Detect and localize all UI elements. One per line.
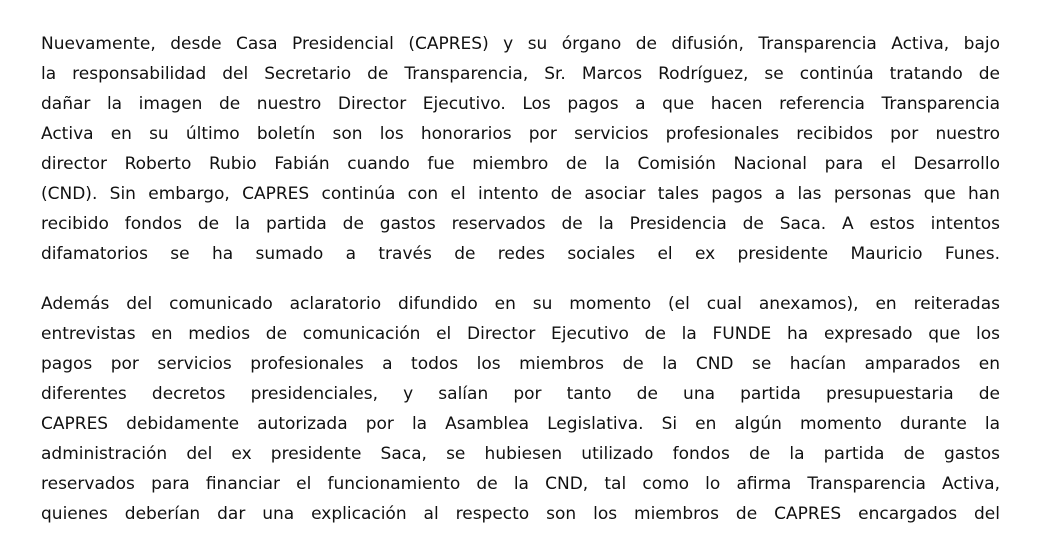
- text-line: diferentes decretos presidenciales, y salían por tanto de una partida presupuestaria de: [41, 384, 1000, 404]
- text-line: Además del comunicado aclaratorio difundido en su momento (el cual anexamos), en reiteradas: [41, 294, 1000, 314]
- text-line: (CND). Sin embargo, CAPRES continúa con el intento de asociar tales pagos a las personas que han: [41, 184, 1000, 204]
- text-line: la responsabilidad del Secretario de Transparencia, Sr. Marcos Rodríguez, se continúa tratando de: [41, 64, 1000, 84]
- text-line: pagos por servicios profesionales a todos los miembros de la CND se hacían amparados en: [41, 354, 1000, 374]
- text-line: difamatorios se ha sumado a través de redes sociales el ex presidente Mauricio Funes.: [41, 244, 1000, 264]
- text-line: CAPRES debidamente autorizada por la Asamblea Legislativa. Si en algún momento durante la: [41, 414, 1000, 434]
- text-line: recibido fondos de la partida de gastos reservados de la Presidencia de Saca. A estos intentos: [41, 214, 1000, 234]
- text-line: quienes deberían dar una explicación al respecto son los miembros de CAPRES encargados del: [41, 504, 1000, 524]
- text-line: administración del ex presidente Saca, se hubiesen utilizado fondos de la partida de gastos: [41, 444, 1000, 464]
- text-line: Activa en su último boletín son los honorarios por servicios profesionales recibidos por nuestro: [41, 124, 1000, 144]
- text-line: dañar la imagen de nuestro Director Ejecutivo. Los pagos a que hacen referencia Transparencia: [41, 94, 1000, 114]
- text-line: director Roberto Rubio Fabián cuando fue miembro de la Comisión Nacional para el Desarrollo: [41, 154, 1000, 174]
- text-line: entrevistas en medios de comunicación el Director Ejecutivo de la FUNDE ha expresado que los: [41, 324, 1000, 344]
- text-line: reservados para financiar el funcionamiento de la CND, tal como lo afirma Transparencia Activa,: [41, 474, 1000, 494]
- text-line: Nuevamente, desde Casa Presidencial (CAPRES) y su órgano de difusión, Transparencia Activa, bajo: [41, 34, 1000, 54]
